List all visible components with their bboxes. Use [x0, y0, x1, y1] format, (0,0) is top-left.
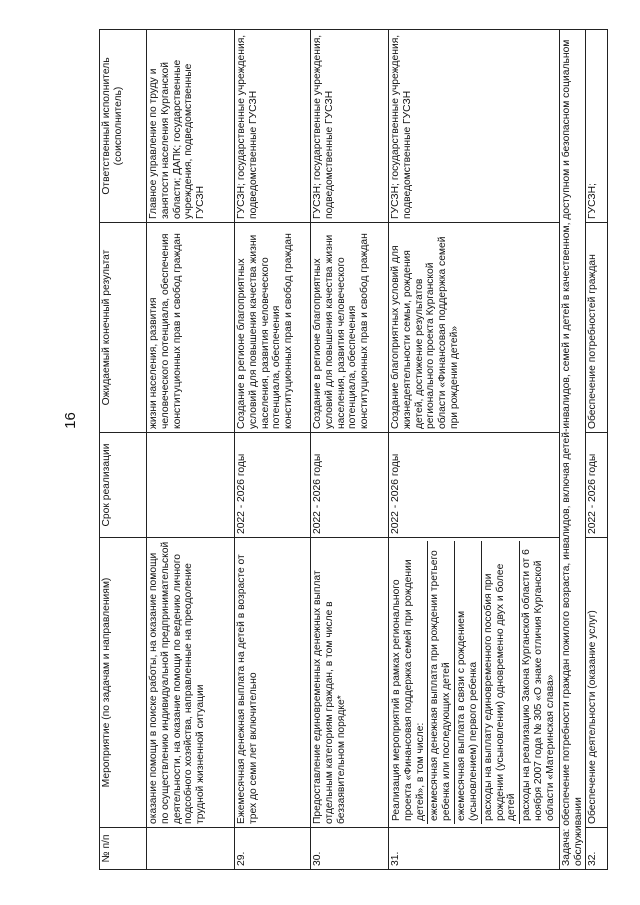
row-event-group — [389, 538, 560, 828]
header-result: Ожидаемый конечный результат — [100, 223, 147, 433]
row-num: 30. — [311, 828, 389, 870]
header-executor: Ответственный исполнитель (соисполнитель) — [100, 30, 147, 223]
row-term — [147, 433, 235, 538]
row-num: 32. — [586, 828, 608, 870]
row-event-part: расходы на реализацию Закона Курганской области от 6 ноября 2007 года № 305 «О знаке отличия Курганской области «Материнская слава» — [521, 549, 556, 821]
row-num — [147, 828, 235, 870]
table-row — [147, 30, 235, 870]
row-term: 2022 - 2026 годы — [235, 433, 311, 538]
row-executor: ГУСЗН; государственные учреждения, подведомственные ГУСЗН — [235, 30, 311, 223]
table-header-row — [100, 30, 147, 870]
row-term: 2022 - 2026 годы — [586, 433, 608, 538]
table-row — [235, 30, 311, 870]
page-number: 16 — [61, 412, 79, 429]
row-num: 31. — [389, 828, 560, 870]
header-term: Срок реализации — [100, 433, 147, 538]
row-executor: ГУСЗН; государственные учреждения, подведомственные ГУСЗН — [389, 30, 560, 223]
row-term: 2022 - 2026 годы — [311, 433, 389, 538]
row-executor: ГУСЗН; — [586, 30, 608, 223]
row-event-part: ежемесячная выплата в связи с рождением (усыновлением) первого ребенка — [455, 541, 482, 824]
header-event: Мероприятие (по задачам и направлениям) — [100, 538, 147, 828]
table-row — [586, 30, 608, 870]
row-event: оказание помощи в поиске работы, на оказание помощи по осуществлению индивидуальной предпринимательской деятельности, на оказание помощи по ведению личного подсобного хозяйства, направленные на преодоление трудной жизненной ситуации — [147, 538, 235, 828]
row-event-part: ежемесячная денежная выплата при рождении третьего ребенка или последующих детей — [428, 541, 455, 824]
row-result: Создание в регионе благоприятных условий для повышения качества жизни населения, развития человеческого потенциала, обеспечения конституционных прав и свобод граждан — [311, 223, 389, 433]
row-result: Создание в регионе благоприятных условий для повышения качества жизни населения, развития человеческого потенциала, обеспечения конституционных прав и свобод граждан — [235, 223, 311, 433]
rotated-page-content — [99, 30, 611, 870]
row-event-part: Реализация мероприятий в рамках регионального проекта «Финансовая поддержка семей при рождении детей», в том числе: — [390, 541, 428, 824]
row-event-part: расходы на выплату единовременного пособия при рождении (усыновлении) одновременно двух и более детей — [482, 541, 520, 824]
task-row — [559, 30, 586, 870]
row-executor: ГУСЗН; государственные учреждения, подведомственные ГУСЗН — [311, 30, 389, 223]
row-event: Предоставление единовременных денежных выплат отдельным категориям граждан, в том числе в беззаявительном порядке* — [311, 538, 389, 828]
events-table — [99, 29, 608, 870]
row-num: 29. — [235, 828, 311, 870]
row-result: Обеспечение потребностей граждан — [586, 223, 608, 433]
task-text: Задача: обеспечение потребности граждан пожилого возраста, инвалидов, включая детей-инвалидов, семей и детей в качественном, доступном и безопасном социальном обслуживании — [559, 30, 586, 870]
table-row — [311, 30, 389, 870]
table-row — [389, 30, 560, 870]
row-event: Обеспечение деятельности (оказание услуг) — [586, 538, 608, 828]
header-num: № п/п — [100, 828, 147, 870]
row-result: жизни населения, развития человеческого потенциала, обеспечения конституционных прав и свобод граждан — [147, 223, 235, 433]
row-event: Ежемесячная денежная выплата на детей в возрасте от трех до семи лет включительно — [235, 538, 311, 828]
row-executor: Главное управление по труду и занятости населения Курганской области; ДАПК; государственные учреждения, подведомственные ГУСЗН — [147, 30, 235, 223]
row-term: 2022 - 2026 годы — [389, 433, 560, 538]
row-result: Создание благоприятных условий для жизнедеятельности семьи, рождения детей, достижение результатов регионального проекта Курганской области «Финансовая поддержка семей при рождении детей» — [389, 223, 560, 433]
